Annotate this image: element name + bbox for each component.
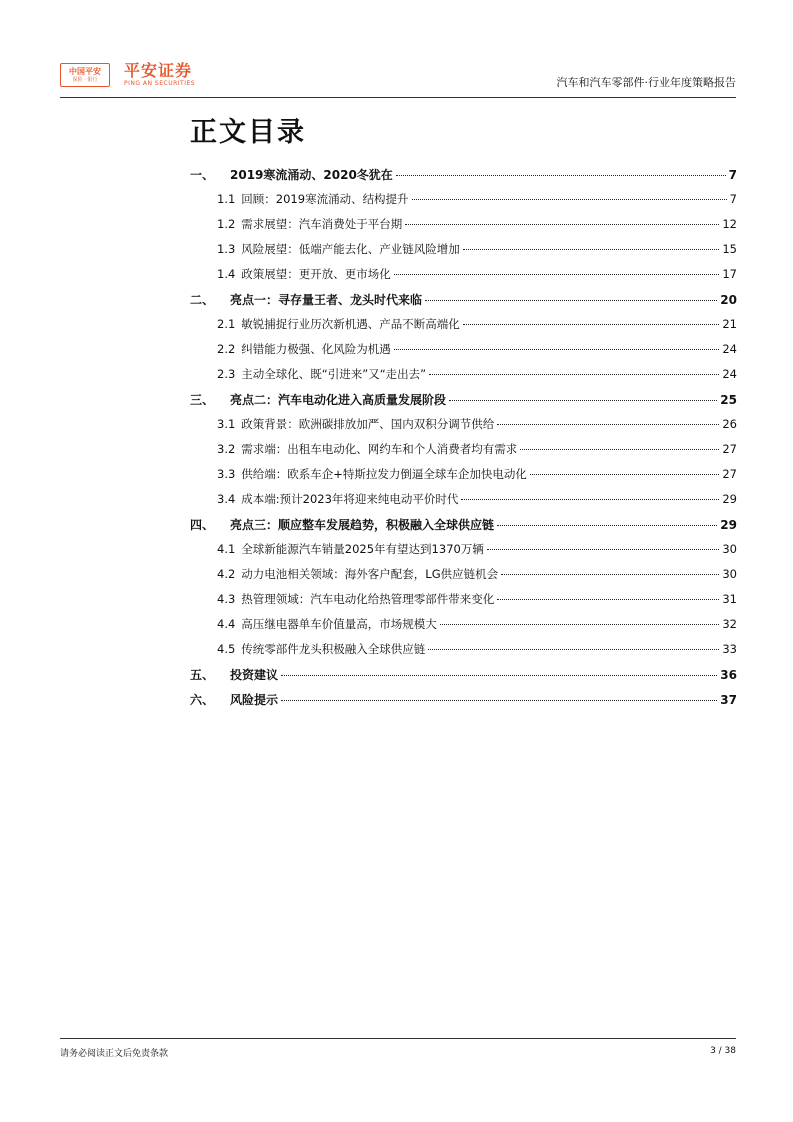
toc-dot-leader (501, 574, 719, 575)
toc-entry-page: 24 (722, 342, 737, 356)
toc-chapter-entry[interactable] (190, 666, 737, 691)
logo-badge-line1: 中国平安 (69, 67, 101, 76)
toc-dot-leader (449, 400, 717, 401)
toc-entry-number: 3.3 (217, 467, 236, 481)
toc-entry-number: 4.3 (217, 592, 236, 606)
toc-section-entry[interactable] (190, 466, 737, 491)
toc-entry-page: 24 (722, 367, 737, 381)
toc-dot-leader (281, 675, 717, 676)
toc-dot-leader (497, 525, 717, 526)
logo-name: 平安证券 (124, 61, 193, 80)
toc-section-entry[interactable] (190, 366, 737, 391)
toc-chapter-entry[interactable] (190, 291, 737, 316)
toc-entry-page: 7 (729, 192, 737, 206)
toc-entry-number: 3.4 (217, 492, 236, 506)
toc-dot-leader (497, 599, 719, 600)
toc-entry-title: 动力电池相关领域：海外客户配套，LG供应链机会 (241, 567, 499, 581)
toc-entry-page: 29 (722, 492, 737, 506)
footer-divider (60, 1038, 736, 1039)
toc-dot-leader (440, 624, 720, 625)
toc-dot-leader (461, 499, 719, 500)
toc-section-entry[interactable] (190, 316, 737, 341)
toc-entry-number: 六、 (190, 693, 215, 707)
toc-entry-title: 2019寒流涌动、2020冬犹在 (230, 168, 393, 182)
footer-disclaimer: 请务必阅读正文后免责条款 (60, 1049, 169, 1059)
toc-entry-number: 4.1 (217, 542, 236, 556)
toc-entry-page: 26 (722, 417, 737, 431)
toc-entry-number: 2.3 (217, 367, 236, 381)
logo-subtitle: PING AN SECURITIES (124, 80, 196, 87)
toc-entry-title: 投资建议 (230, 668, 279, 682)
toc-entry-title: 风险提示 (230, 693, 279, 707)
toc-section-entry[interactable] (190, 341, 737, 366)
toc-dot-leader (428, 649, 719, 650)
toc-entry-page: 27 (722, 467, 737, 481)
toc-chapter-entry[interactable] (190, 691, 737, 716)
ping-an-badge-logo (60, 63, 110, 87)
toc-section-entry[interactable] (190, 216, 737, 241)
toc-section-entry[interactable] (190, 241, 737, 266)
toc-entry-page: 12 (722, 217, 737, 231)
toc-dot-leader (394, 349, 720, 350)
toc-dot-leader (429, 374, 719, 375)
toc-entry-page: 7 (728, 168, 737, 182)
toc-chapter-entry[interactable] (190, 516, 737, 541)
toc-section-entry[interactable] (190, 416, 737, 441)
toc-dot-leader (463, 249, 720, 250)
logo-badge-line2: 保险 · 银行 (72, 77, 98, 83)
toc-entry-title: 风险展望：低端产能去化、产业链风险增加 (241, 242, 460, 256)
toc-section-entry[interactable] (190, 441, 737, 466)
toc-entry-title: 亮点三：顺应整车发展趋势，积极融入全球供应链 (230, 518, 495, 532)
toc-section-entry[interactable] (190, 266, 737, 291)
toc-entry-number: 2.2 (217, 342, 236, 356)
toc-entry-number: 1.1 (217, 192, 236, 206)
toc-entry-title: 高压继电器单车价值量高，市场规模大 (241, 617, 437, 631)
toc-entry-page: 15 (722, 242, 737, 256)
toc-entry-number: 4.2 (217, 567, 236, 581)
toc-entry-page: 37 (720, 693, 737, 707)
toc-dot-leader (497, 424, 719, 425)
toc-entry-page: 30 (722, 542, 737, 556)
toc-entry-page: 20 (720, 293, 737, 307)
toc-entry-number: 1.2 (217, 217, 236, 231)
toc-entry-page: 33 (722, 642, 737, 656)
toc-section-entry[interactable] (190, 591, 737, 616)
toc-entry-page: 29 (720, 518, 737, 532)
toc-dot-leader (530, 474, 719, 475)
toc-entry-number: 3.2 (217, 442, 236, 456)
toc-entry-number: 四、 (190, 518, 215, 532)
toc-entry-title: 热管理领域：汽车电动化给热管理零部件带来变化 (241, 592, 495, 606)
toc-entry-page: 21 (722, 317, 737, 331)
toc-dot-leader (396, 175, 726, 176)
toc-entry-number: 1.4 (217, 267, 236, 281)
toc-entry-number: 2.1 (217, 317, 236, 331)
toc-entry-page: 30 (722, 567, 737, 581)
toc-entry-number: 一、 (190, 168, 215, 182)
toc-entry-title: 纠错能力极强、化风险为机遇 (241, 342, 391, 356)
toc-entry-title: 亮点二：汽车电动化进入高质量发展阶段 (230, 393, 447, 407)
toc-section-entry[interactable] (190, 641, 737, 666)
toc-dot-leader (405, 224, 719, 225)
toc-chapter-entry[interactable] (190, 166, 737, 191)
toc-entry-number: 4.5 (217, 642, 236, 656)
toc-dot-leader (487, 549, 720, 550)
toc-dot-leader (281, 700, 717, 701)
toc-dot-leader (394, 274, 720, 275)
toc-entry-number: 3.1 (217, 417, 236, 431)
page-indicator: 3 / 38 (710, 1046, 736, 1056)
toc-section-entry[interactable] (190, 616, 737, 641)
header-divider (60, 97, 736, 98)
toc-entry-page: 36 (720, 668, 737, 682)
toc-section-entry[interactable] (190, 566, 737, 591)
toc-entry-page: 25 (720, 393, 737, 407)
toc-entry-number: 五、 (190, 668, 215, 682)
toc-entry-page: 27 (722, 442, 737, 456)
toc-section-entry[interactable] (190, 191, 737, 216)
toc-entry-title: 传统零部件龙头积极融入全球供应链 (241, 642, 426, 656)
table-of-contents (190, 166, 737, 716)
toc-entry-number: 1.3 (217, 242, 236, 256)
toc-entry-title: 政策展望：更开放、更市场化 (241, 267, 391, 281)
toc-section-entry[interactable] (190, 541, 737, 566)
toc-entry-page: 17 (722, 267, 737, 281)
toc-dot-leader (520, 449, 719, 450)
toc-entry-title: 政策背景：欧洲碳排放加严、国内双积分调节供给 (241, 417, 495, 431)
toc-entry-title: 供给端：欧系车企+特斯拉发力倒逼全球车企加快电动化 (241, 467, 527, 481)
toc-entry-title: 需求端：出租车电动化、网约车和个人消费者均有需求 (241, 442, 518, 456)
page-header (60, 60, 736, 98)
toc-entry-title: 敏锐捕捉行业历次新机遇、产品不断高端化 (241, 317, 460, 331)
toc-entry-page: 32 (722, 617, 737, 631)
toc-dot-leader (425, 300, 717, 301)
toc-heading: 正文目录 (190, 117, 306, 148)
toc-entry-number: 三、 (190, 393, 215, 407)
logo-wordmark (124, 62, 195, 88)
toc-entry-title: 主动全球化、既“引进来”又“走出去” (241, 367, 427, 381)
toc-entry-number: 4.4 (217, 617, 236, 631)
toc-section-entry[interactable] (190, 491, 737, 516)
toc-entry-title: 回顾：2019寒流涌动、结构提升 (241, 192, 409, 206)
company-logo (60, 62, 195, 88)
toc-entry-title: 全球新能源汽车销量2025年有望达到1370万辆 (241, 542, 484, 556)
toc-dot-leader (463, 324, 720, 325)
toc-entry-title: 需求展望：汽车消费处于平台期 (241, 217, 403, 231)
toc-entry-page: 31 (722, 592, 737, 606)
toc-entry-number: 二、 (190, 293, 215, 307)
toc-entry-title: 成本端:预计2023年将迎来纯电动平价时代 (241, 492, 459, 506)
toc-chapter-entry[interactable] (190, 391, 737, 416)
toc-entry-title: 亮点一：寻存量王者、龙头时代来临 (230, 293, 423, 307)
toc-dot-leader (412, 199, 727, 200)
report-title: 汽车和汽车零部件·行业年度策略报告 (556, 76, 736, 89)
